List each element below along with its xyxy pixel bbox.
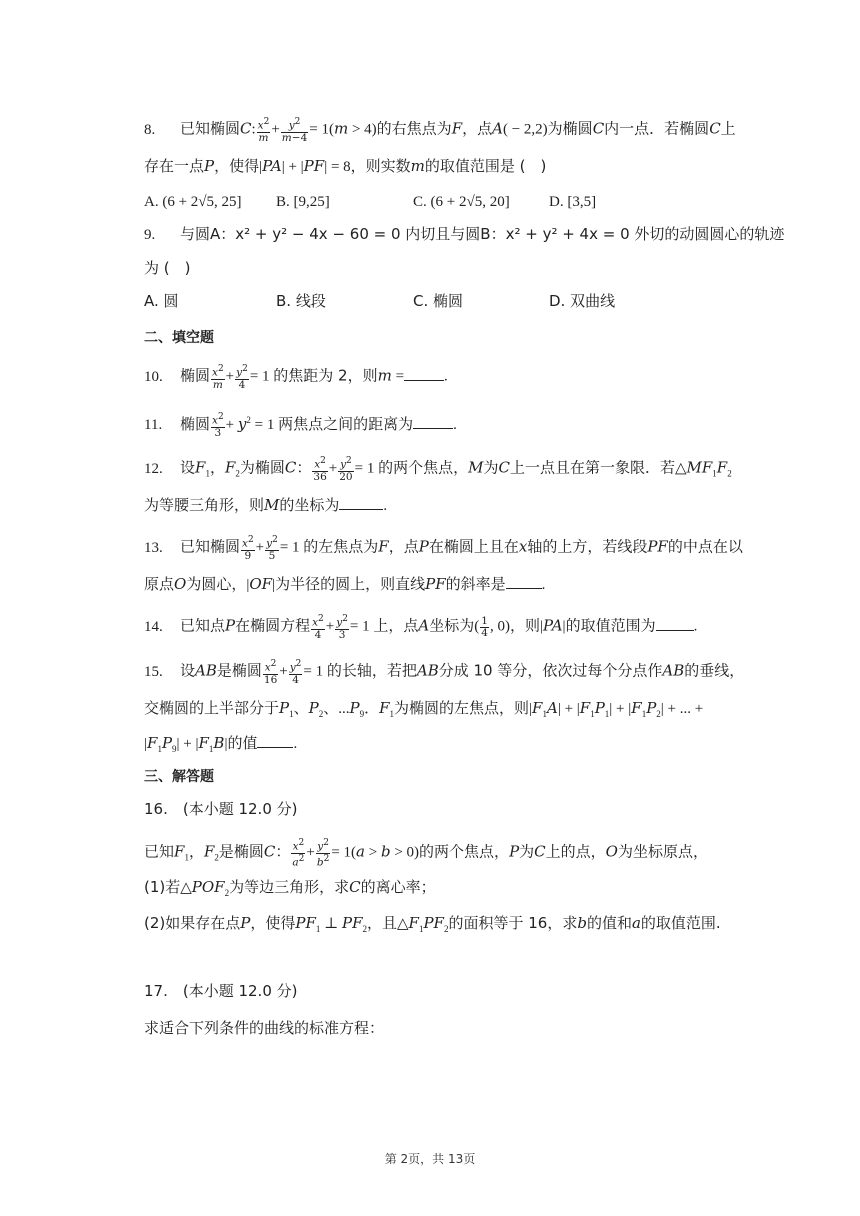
q8-option-c: C. (6 + 2√5, 20] [413, 194, 510, 210]
answer-blank [339, 495, 383, 510]
q12-line1: 12. 设$F_1$，$F_2$为椭圆C： $\frac{x^2}{36}$ + $\frac{y^2}{20}$ = 1 的两个焦点，M为C上一点且在第一象限．若$\triangle MF_1F_2$ [144, 456, 732, 483]
q9-option-b: B. 线段 [276, 292, 326, 310]
q9-option-a: A. 圆 [144, 292, 179, 310]
answer-blank [404, 366, 444, 381]
q8-option-b: B. [9,25] [276, 194, 330, 210]
q9-option-d: D. 双曲线 [549, 292, 616, 310]
q9-option-c: C. 椭圆 [413, 292, 464, 310]
q16-part2: (2)如果存在点P，使得$PF_1$ ⊥ $PF_2$，且$\triangle F_1PF_2$的面积等于 16，求b的值和a的取值范围. [144, 914, 721, 934]
q16-line1: 已知$F_1$，$F_2$是椭圆C： $\frac{x^2}{a^2}$ + $\frac{y^2}{b^2}$ = 1(a > b > 0)的两个焦点，P为C上的点，O为坐标原点， [144, 838, 708, 868]
q9-line2: 为 ( ) [144, 259, 191, 277]
q8-number: 8. [144, 121, 156, 138]
q8-option-a: A. (6 + 2√5, 25] [144, 194, 242, 210]
q16-part1: (1)若$\triangle POF_2$为等边三角形，求C的离心率； [144, 878, 436, 898]
q14: 14. 已知点P在椭圆方程 $\frac{x^2}{4}$ + $\frac{y^2}{3}$ = 1 上，点A坐标为( $\frac{1}{4}$ , 0)，则|PA|的取值范围为 . [144, 614, 698, 641]
answer-blank [413, 414, 453, 429]
q10: 10. 椭圆 $\frac{x^2}{m}$ + $\frac{y^2}{4}$ = 1 的焦距为 2，则m = . [144, 364, 448, 391]
q16-header: 16. (本小题 12.0 分) [144, 800, 298, 818]
q15-line2: 交椭圆的上半部分于$P_1$、$P_2$、$...P_9$．$F_1$为椭圆的左焦点，则$|F_1A| + |F_1P_1| + |F_1P_2|$ + ... + [144, 699, 704, 719]
q13-line1: 13. 已知椭圆 $\frac{x^2}{9}$ + $\frac{y^2}{5}$ = 1 的左焦点为F，点P在椭圆上且在x轴的上方，若线段PF的中点在以 [144, 535, 743, 562]
q17-header: 17. (本小题 12.0 分) [144, 982, 298, 1000]
q13-line2: 原点O为圆心，|OF|为半径的圆上，则直线PF的斜率是 . [144, 575, 546, 593]
q17-line1: 求适合下列条件的曲线的标准方程： [144, 1019, 385, 1037]
answer-blank [656, 616, 694, 631]
page-footer: 第 2页，共 13页 [384, 1152, 476, 1166]
q8-line1: 8. 已知椭圆C: $\frac{x^2}{m}$ + $\frac{y^2}{m-4}$ = 1(m > 4)的右焦点为F，点A( − 2,2)为椭圆C内一点．若椭圆C上 [144, 117, 736, 144]
q11: 11. 椭圆 $\frac{x^2}{3}$ + $y^2 = 1$ 两焦点之间的距离为 . [144, 412, 457, 439]
section-fill-in-title: 二、填空题 [144, 330, 214, 346]
section-solve-title: 三、解答题 [144, 769, 214, 785]
q15-line1: 15. 设AB是椭圆 $\frac{x^2}{16}$ + $\frac{y^2}{4}$ = 1 的长轴，若把AB分成 10 等分，依次过每个分点作AB的垂线， [144, 659, 745, 686]
q12-line2: 为等腰三角形，则M的坐标为 . [144, 496, 388, 514]
answer-blank [257, 733, 293, 748]
q8-option-d: D. [3,5] [549, 194, 597, 210]
q9-line1: 9. 与圆A：x² + y² − 4x − 60 = 0 内切且与圆B：x² + y² + 4x = 0 外切的动圆圆心的轨迹 [144, 225, 785, 243]
q15-line3: $|F_1P_9| + |F_1B|$的值 . [144, 734, 298, 754]
answer-blank [506, 574, 542, 589]
q8-line2: 存在一点P，使得|PA| + |PF| = 8，则实数m的取值范围是 ( ) [144, 157, 547, 175]
